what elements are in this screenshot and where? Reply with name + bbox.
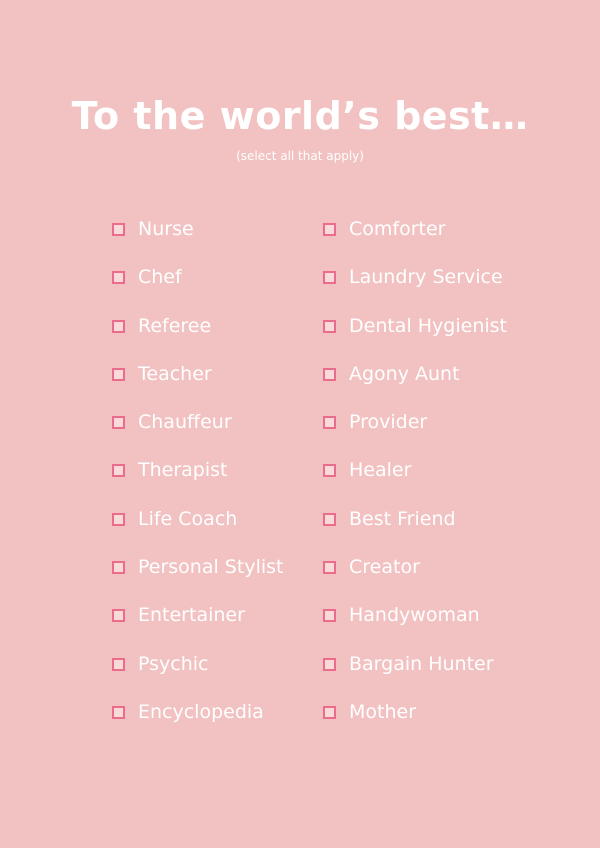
checkbox[interactable] xyxy=(112,706,125,719)
checklist-item[interactable] xyxy=(323,357,507,405)
checkbox[interactable] xyxy=(323,658,336,671)
checkbox[interactable] xyxy=(323,368,336,381)
checklist-item-label: Comforter xyxy=(349,218,446,240)
checklist-item-label: Nurse xyxy=(138,218,194,240)
checklist-right-column xyxy=(323,212,507,743)
checklist-item-label: Dental Hygienist xyxy=(349,314,508,337)
checkbox[interactable] xyxy=(323,320,336,333)
checkbox[interactable] xyxy=(323,561,336,574)
checklist-item-label: Chauffeur xyxy=(138,411,232,434)
checkbox[interactable] xyxy=(112,561,125,574)
checkbox[interactable] xyxy=(323,271,336,284)
checklist-item[interactable] xyxy=(112,598,283,646)
checklist-item-label: Life Coach xyxy=(138,507,238,530)
checklist-item-label: Therapist xyxy=(138,459,228,482)
checkbox[interactable] xyxy=(112,513,125,526)
checklist-item-label: Provider xyxy=(349,411,428,434)
checklist-item-label: Chef xyxy=(138,266,182,289)
checklist-item-label: Laundry Service xyxy=(349,266,503,289)
checklist-item-label: Referee xyxy=(138,314,212,337)
checklist-item-label: Agony Aunt xyxy=(349,362,460,385)
checkbox[interactable] xyxy=(323,416,336,429)
checkbox[interactable] xyxy=(112,464,125,477)
checklist-item[interactable] xyxy=(112,647,283,695)
checklist-item[interactable] xyxy=(323,453,507,501)
checkbox[interactable] xyxy=(112,320,125,333)
checklist-item-label: Mother xyxy=(349,700,417,723)
checkbox[interactable] xyxy=(323,223,336,236)
checklist-item[interactable] xyxy=(323,550,507,598)
checkbox[interactable] xyxy=(112,658,125,671)
checklist-left-column xyxy=(112,212,283,743)
checklist-item[interactable] xyxy=(112,695,283,743)
checklist-item[interactable] xyxy=(323,598,507,646)
page-subtitle: (select all that apply) xyxy=(236,149,364,163)
checklist-item-label: Bargain Hunter xyxy=(349,652,494,675)
checkbox[interactable] xyxy=(112,223,125,236)
checklist-item[interactable] xyxy=(323,212,507,260)
checklist-item-label: Healer xyxy=(349,459,412,482)
checklist-item[interactable] xyxy=(112,502,283,550)
checklist-item[interactable] xyxy=(323,502,507,550)
checklist-item-label: Handywoman xyxy=(349,604,480,627)
checkbox[interactable] xyxy=(323,464,336,477)
checklist-item[interactable] xyxy=(112,212,283,260)
checklist-item[interactable] xyxy=(112,550,283,598)
checklist-item-label: Creator xyxy=(349,556,420,579)
checklist-item-label: Entertainer xyxy=(138,604,245,627)
checklist-item[interactable] xyxy=(112,453,283,501)
checklist-item[interactable] xyxy=(112,260,283,308)
checkbox[interactable] xyxy=(323,706,336,719)
checklist-item[interactable] xyxy=(323,695,507,743)
checkbox[interactable] xyxy=(112,609,125,622)
checklist-item[interactable] xyxy=(112,357,283,405)
checklist-item[interactable] xyxy=(323,647,507,695)
page-title: To the world’s best… xyxy=(71,94,529,138)
checkbox[interactable] xyxy=(323,609,336,622)
checkbox[interactable] xyxy=(112,271,125,284)
checkbox[interactable] xyxy=(323,513,336,526)
checklist-item[interactable] xyxy=(112,309,283,357)
checklist-item-label: Personal Stylist xyxy=(138,556,284,579)
checklist-item-label: Psychic xyxy=(138,652,209,675)
checklist-item[interactable] xyxy=(323,405,507,453)
checklist-item-label: Encyclopedia xyxy=(138,700,264,723)
checklist-item-label: Best Friend xyxy=(349,507,456,530)
checklist-item-label: Teacher xyxy=(138,362,212,385)
checkbox[interactable] xyxy=(112,368,125,381)
checkbox[interactable] xyxy=(112,416,125,429)
checklist-item[interactable] xyxy=(323,309,507,357)
checklist-item[interactable] xyxy=(112,405,283,453)
checklist-item[interactable] xyxy=(323,260,507,308)
